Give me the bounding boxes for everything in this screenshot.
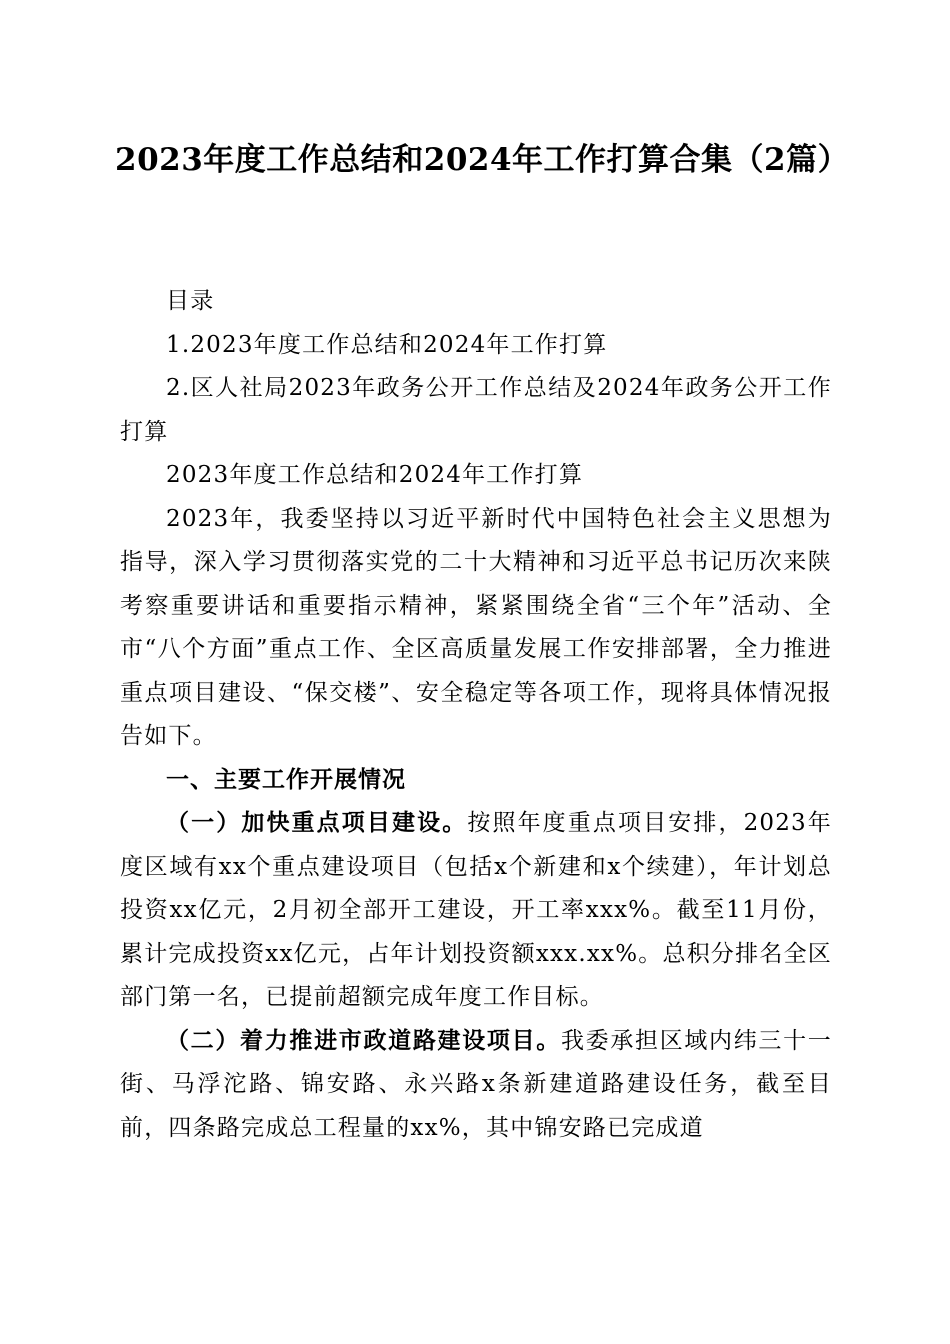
- item-label-2: （二）着力推进市政道路建设项目。: [166, 1027, 561, 1054]
- item-paragraph-1: [120, 802, 832, 1020]
- item-text-2: 我委承担区域内纬三十一街、马浮沱路、锦安路、永兴路x条新建道路建设任务，截至目前，四条路完成总工程量的xx%，其中锦安路已完成道: [120, 1027, 832, 1141]
- section-heading-1: 一、主要工作开展情况: [166, 766, 406, 793]
- document-body: [120, 280, 832, 1150]
- article-title: 2023年度工作总结和2024年工作打算: [166, 462, 584, 488]
- toc-item-2: 2.区人社局2023年政务公开工作总结及2024年政务公开工作打算: [120, 375, 832, 445]
- item-paragraph-2: [120, 1020, 832, 1151]
- item-label-1: （一）加快重点项目建设。: [166, 810, 468, 836]
- toc-label: 目录: [166, 288, 215, 314]
- item-text-1: 按照年度重点项目安排，2023年度区域有xx个重点建设项目（包括x个新建和x个续建），年计划总投资xx亿元，2月初全部开工建设，开工率xxx%。截至11月份，累计完成投资xx亿元，占年计划投资额xxx.xx%。总积分排名全区部门第一名，已提前超额完成年度工作目标。: [120, 810, 833, 1010]
- toc-item-1: 1.2023年度工作总结和2024年工作打算: [166, 331, 608, 358]
- intro-paragraph: 2023年，我委坚持以习近平新时代中国特色社会主义思想为指导，深入学习贯彻落实党的二十大精神和习近平总书记历次来陕考察重要讲话和重要指示精神，紧紧围绕全省“三个年”活动、全市“八个方面”重点工作、全区高质量发展工作安排部署，全力推进重点项目建设、“保交楼”、安全稳定等各项工作，现将具体情况报告如下。: [120, 505, 832, 749]
- document-title: 2023年度工作总结和2024年工作打算合集（2篇）: [115, 142, 850, 178]
